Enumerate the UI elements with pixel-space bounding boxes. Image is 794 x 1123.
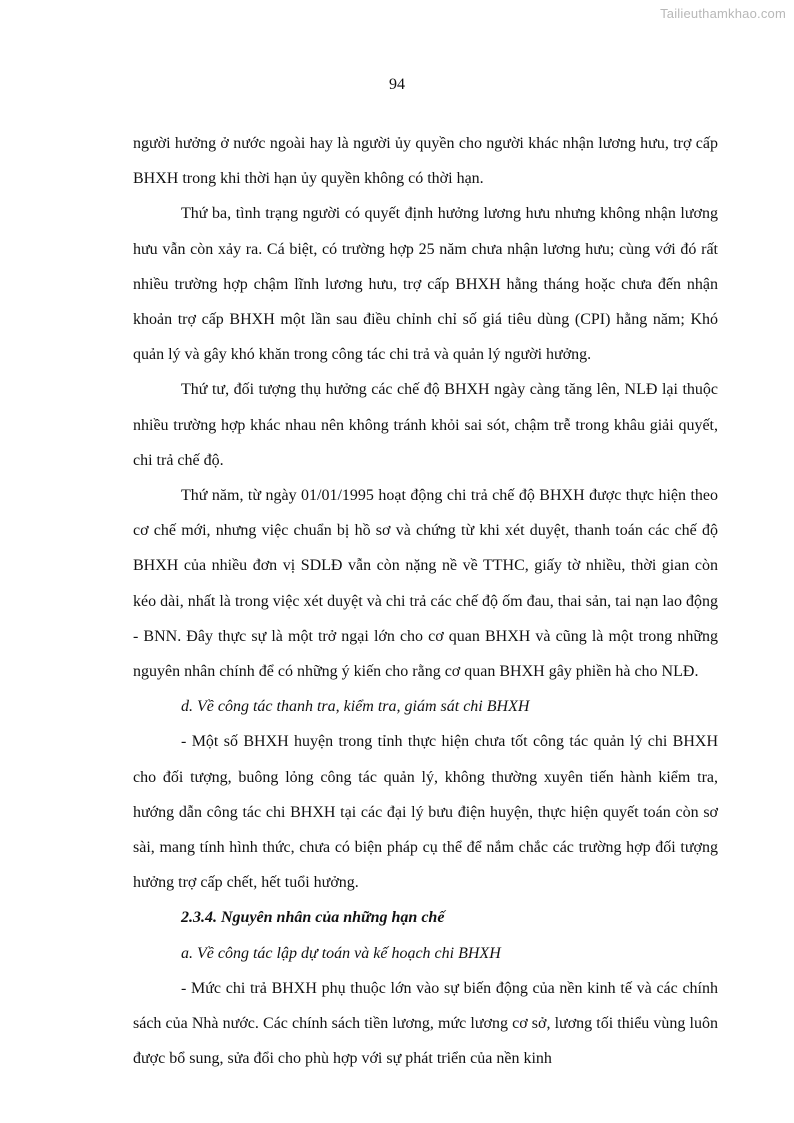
- watermark: Tailieuthamkhao.com: [660, 6, 786, 21]
- section-heading-2-3-4: 2.3.4. Nguyên nhân của những hạn chế: [181, 909, 445, 927]
- subheading-budget-planning: a. Về công tác lập dự toán và kế hoạch chi BHXH: [181, 944, 501, 962]
- paragraph-thu-ba: Thứ ba, tình trạng người có quyết định hưởng lương hưu nhưng không nhận lương hưu vẫn còn xảy ra. Cá biệt, có trường hợp 25 năm chưa nhận lương hưu; cùng với đó rất nhiều trường hợp chậm lĩnh lương hưu, trợ cấp BHXH hằng tháng hoặc chưa đến nhận khoản trợ cấp BHXH một lần sau điều chỉnh chỉ số giá tiêu dùng (CPI) hằng năm; Khó quản lý và gây khó khăn trong công tác chi trả và quản lý người hưởng.: [133, 205, 718, 364]
- paragraph-continuation: người hưởng ở nước ngoài hay là người ủy quyền cho người khác nhận lương hưu, trợ cấp BHXH trong khi thời hạn ủy quyền không có thời hạn.: [133, 135, 718, 188]
- paragraph-thu-nam: Thứ năm, từ ngày 01/01/1995 hoạt động chi trả chế độ BHXH được thực hiện theo cơ chế mới, nhưng việc chuẩn bị hồ sơ và chứng từ khi xét duyệt, thanh toán các chế độ BHXH của nhiều đơn vị SDLĐ vẫn còn nặng nề về TTHC, giấy tờ nhiều, thời gian còn kéo dài, nhất là trong việc xét duyệt và chi trả các chế độ ốm đau, thai sản, tai nạn lao động - BNN. Đây thực sự là một trở ngại lớn cho cơ quan BHXH và cũng là một trong những nguyên nhân chính để có những ý kiến cho rằng cơ quan BHXH gây phiền hà cho NLĐ.: [133, 487, 718, 681]
- paragraph-thu-tu: Thứ tư, đối tượng thụ hưởng các chế độ BHXH ngày càng tăng lên, NLĐ lại thuộc nhiều trường hợp khác nhau nên không tránh khỏi sai sót, chậm trễ trong khâu giải quyết, chi trả chế độ.: [133, 381, 718, 469]
- document-body: [133, 126, 718, 1076]
- page-number: 94: [389, 76, 405, 93]
- subheading-inspection: d. Về công tác thanh tra, kiểm tra, giám sát chi BHXH: [181, 698, 530, 716]
- paragraph-budget-planning: - Mức chi trả BHXH phụ thuộc lớn vào sự biến động của nền kinh tế và các chính sách của Nhà nước. Các chính sách tiền lương, mức lương cơ sở, lương tối thiểu vùng luôn được bổ sung, sửa đổi cho phù hợp với sự phát triển của nền kinh: [133, 979, 718, 1068]
- paragraph-inspection: - Một số BHXH huyện trong tỉnh thực hiện chưa tốt công tác quản lý chi BHXH cho đối tượng, buông lỏng công tác quản lý, không thường xuyên tiến hành kiểm tra, hướng dẫn công tác chi BHXH tại các đại lý bưu điện huyện, thực hiện quyết toán còn sơ sài, mang tính hình thức, chưa có biện pháp cụ thể để nắm chắc các trường hợp đối tượng hưởng trợ cấp chết, hết tuổi hưởng.: [133, 733, 718, 892]
